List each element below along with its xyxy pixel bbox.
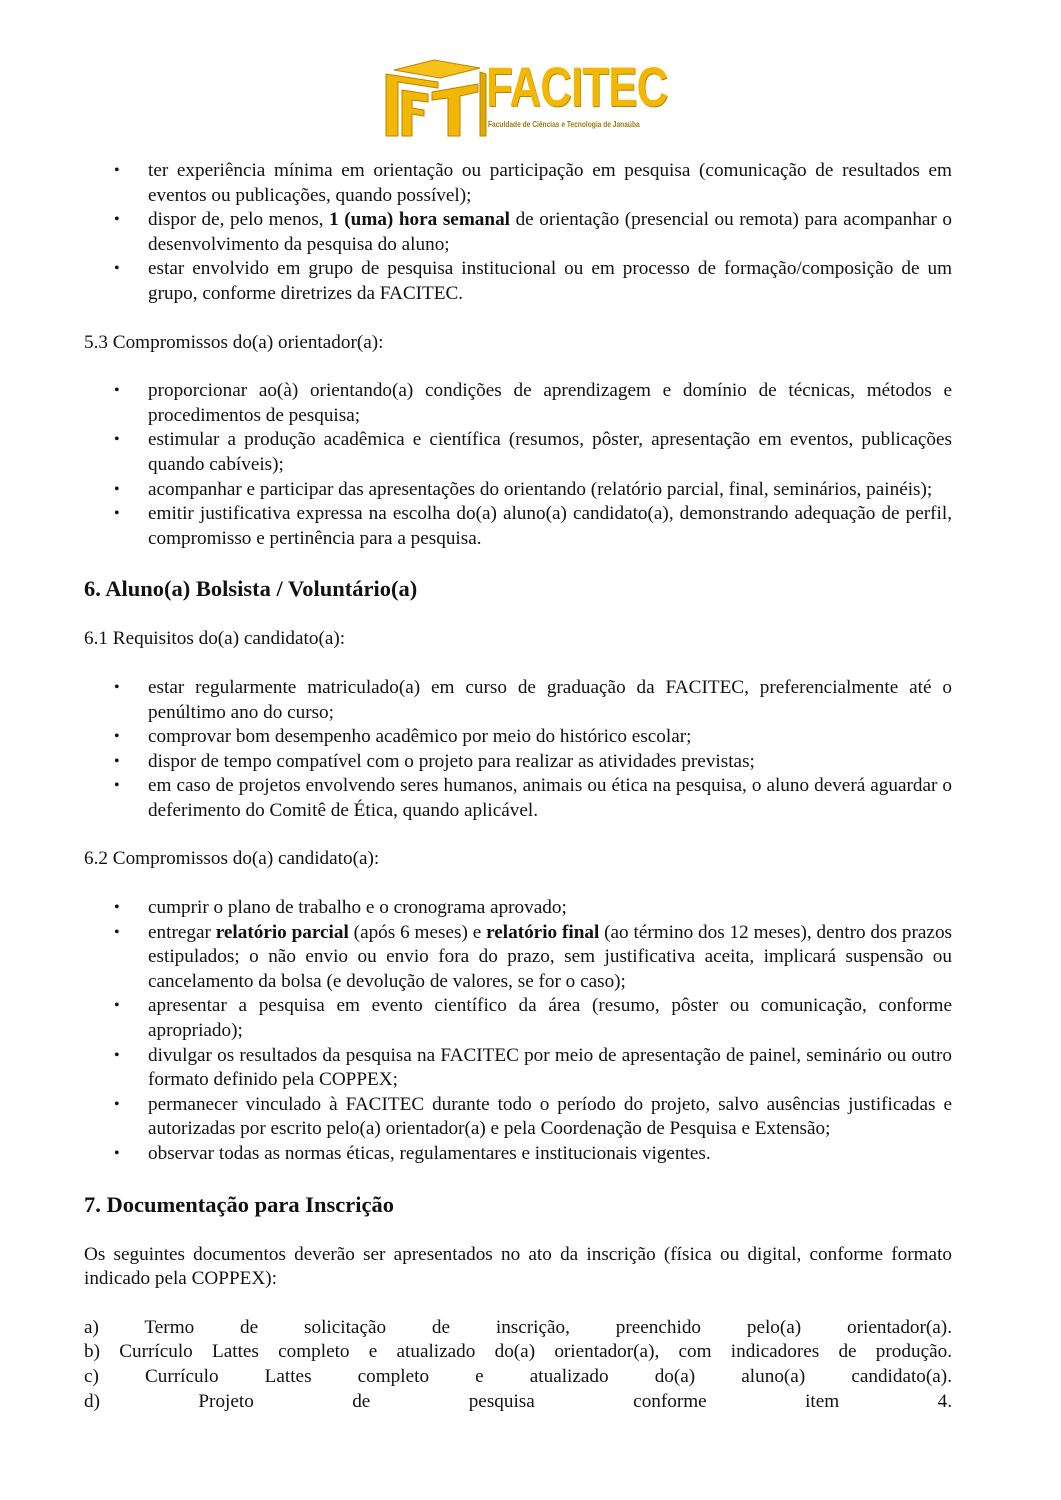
item-text: (após 6 meses) e	[348, 921, 487, 943]
item-text: dispor de, pelo menos,	[148, 209, 330, 231]
item-text: cumprir o plano de trabalho e o cronograma aprovado;	[148, 897, 567, 919]
bullet-icon: •	[114, 382, 120, 400]
subsection-5-3-title: 5.3 Compromissos do(a) orientador(a):	[84, 331, 384, 353]
item-text: em caso de projetos envolvendo seres humanos, animais ou ética na pesquisa, o aluno deverá aguardar o deferimento do Comitê de Ética, quando aplicável.	[148, 775, 952, 821]
logo-subtitle: Faculdade de Ciências e Tecnologia de Janaúba	[488, 119, 640, 129]
facitec-emblem-icon	[380, 56, 488, 140]
bullet-icon: •	[114, 1145, 120, 1162]
item-text: comprovar bom desempenho acadêmico por meio do histórico escolar;	[148, 726, 692, 748]
section-7-heading: 7. Documentação para Inscrição	[84, 1191, 394, 1217]
document-body	[84, 159, 952, 1414]
document-item: d) Projeto de pesquisa conforme item 4.	[84, 1390, 952, 1412]
bullet-icon: •	[114, 777, 120, 795]
orientador-requisitos-list	[84, 159, 952, 307]
bullet-icon: •	[114, 505, 120, 523]
bullet-icon: •	[114, 728, 120, 746]
list-item	[84, 1142, 952, 1167]
bullet-icon: •	[114, 162, 120, 179]
bold-text: relatório final	[486, 921, 600, 943]
bullet-icon: •	[114, 260, 120, 278]
bullet-icon: •	[114, 997, 120, 1015]
bullet-icon: •	[114, 480, 120, 498]
bullet-icon: •	[114, 678, 120, 696]
item-text: dispor de tempo compatível com o projeto para realizar as atividades previstas;	[148, 750, 755, 772]
section-6-heading: 6. Aluno(a) Bolsista / Voluntário(a)	[84, 576, 418, 602]
item-text: estar regularmente matriculado(a) em curso de graduação da FACITEC, preferencialmente até o penúltimo ano do curso;	[148, 676, 952, 723]
logo-wordmark: FACITEC	[486, 55, 668, 118]
bullet-icon: •	[114, 431, 120, 449]
list-item	[84, 896, 952, 921]
bold-text: 1 (uma) hora semanal	[329, 209, 510, 231]
list-item	[84, 478, 952, 503]
item-text: acompanhar e participar das apresentações do orientando (relatório parcial, final, seminários, painéis);	[148, 478, 933, 500]
list-item	[84, 1044, 952, 1093]
item-text: entregar	[148, 921, 216, 943]
documentation-list	[84, 1316, 952, 1414]
bold-text: relatório parcial	[215, 921, 349, 943]
item-text: apresentar a pesquisa em evento científico da área (resumo, pôster ou comunicação, conforme apropriado);	[148, 995, 952, 1042]
item-text: de orientação (presencial ou remota) para acompanhar o desenvolvimento da pesquisa do aluno;	[148, 209, 952, 255]
bullet-icon: •	[114, 1046, 120, 1064]
facitec-logo	[380, 56, 670, 140]
candidato-compromissos-list	[84, 896, 952, 1167]
item-text: emitir justificativa expressa na escolha do(a) aluno(a) candidato(a), demonstrando adequação de perfil, compromisso e pertinência para a pesquisa.	[148, 503, 952, 549]
item-text: estar envolvido em grupo de pesquisa institucional ou em processo de formação/composição de um grupo, conforme diretrizes da FACITEC.	[148, 258, 952, 304]
item-text: proporcionar ao(à) orientando(a) condições de aprendizagem e domínio de técnicas, métodos e procedimentos de pesquisa;	[148, 380, 952, 426]
item-text: estimular a produção acadêmica e científica (resumos, pôster, apresentação em eventos, publicações quando cabíveis);	[148, 429, 952, 475]
list-item	[84, 159, 952, 208]
item-text: observar todas as normas éticas, regulamentares e institucionais vigentes.	[148, 1143, 711, 1164]
list-item	[84, 208, 952, 257]
list-item	[84, 257, 952, 306]
list-item	[84, 725, 952, 750]
document-item: b) Currículo Lattes completo e atualizado do(a) orientador(a), com indicadores de produção.	[84, 1341, 952, 1363]
bullet-icon: •	[114, 899, 120, 917]
list-item	[84, 750, 952, 775]
document-item: c) Currículo Lattes completo e atualizado do(a) aluno(a) candidato(a).	[84, 1365, 952, 1387]
item-text: permanecer vinculado à FACITEC durante todo o período do projeto, salvo ausências justificadas e autorizadas por escrito pelo(a) orientador(a) e pela Coordenação de Pesquisa e Extensão;	[148, 1093, 952, 1140]
orientador-compromissos-list	[84, 379, 952, 551]
bullet-icon: •	[114, 1095, 120, 1113]
list-item	[84, 921, 952, 995]
list-item	[84, 502, 952, 551]
document-item: a) Termo de solicitação de inscrição, preenchido pelo(a) orientador(a).	[84, 1316, 952, 1338]
list-item	[84, 428, 952, 477]
bullet-icon: •	[114, 923, 120, 941]
section-7-intro: Os seguintes documentos deverão ser apresentados no ato da inscrição (física ou digital, conforme formato indicado pela COPPEX):	[84, 1243, 952, 1290]
bullet-icon: •	[114, 752, 120, 770]
list-item	[84, 379, 952, 428]
list-item	[84, 774, 952, 823]
item-text: ter experiência mínima em orientação ou participação em pesquisa (comunicação de resultados em eventos ou publicações, quando possível);	[148, 160, 952, 206]
subsection-6-1-title: 6.1 Requisitos do(a) candidato(a):	[84, 628, 346, 650]
candidato-requisitos-list	[84, 676, 952, 824]
item-text: divulgar os resultados da pesquisa na FACITEC por meio de apresentação de painel, seminário ou outro formato definido pela COPPEX;	[148, 1044, 952, 1091]
list-item	[84, 1093, 952, 1142]
bullet-icon: •	[114, 211, 120, 229]
list-item	[84, 676, 952, 725]
item-text: (ao término dos 12 meses), dentro dos prazos estipulados; o não envio ou envio fora do prazo, sem justificativa aceita, implicará suspensão ou cancelamento da bolsa (e devolução de valores, se for o caso);	[148, 921, 953, 992]
subsection-6-2-title: 6.2 Compromissos do(a) candidato(a):	[84, 848, 380, 870]
list-item	[84, 994, 952, 1043]
